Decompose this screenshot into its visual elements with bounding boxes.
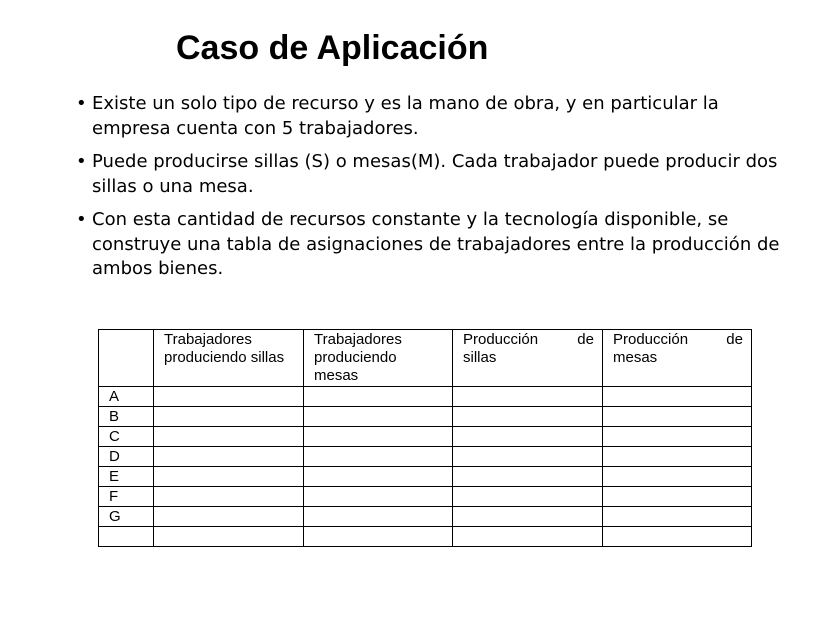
table-header-cell: Trabajadores produciendo sillas <box>154 330 304 387</box>
table-header-cell: Trabajadores produciendo mesas <box>304 330 453 387</box>
table-header-cell <box>99 330 154 387</box>
table-header-cell: Producción de sillas <box>453 330 603 387</box>
table-cell <box>603 447 752 467</box>
table-row <box>99 427 752 447</box>
table-cell <box>304 487 453 507</box>
row-label: D <box>99 447 154 467</box>
bullet-text: Puede producirse sillas (S) o mesas(M). Cada trabajador puede producir dos sillas o una mesa. <box>92 151 778 197</box>
table-row <box>99 407 752 427</box>
bullet-item <box>76 150 796 199</box>
row-label <box>99 527 154 547</box>
table-cell <box>603 387 752 407</box>
bullet-text: Con esta cantidad de recursos constante y la tecnología disponible, se construye una tabla de asignaciones de trabajadores entre la producción de ambos bienes. <box>92 209 780 279</box>
table-cell <box>453 427 603 447</box>
table-cell <box>154 387 304 407</box>
row-label: A <box>99 387 154 407</box>
row-label: C <box>99 427 154 447</box>
row-label: G <box>99 507 154 527</box>
table-row <box>99 487 752 507</box>
table-cell <box>154 527 304 547</box>
bullet-list <box>76 92 796 291</box>
table-cell <box>304 407 453 427</box>
table-cell <box>154 447 304 467</box>
bullet-item <box>76 208 796 282</box>
table-cell <box>603 427 752 447</box>
slide-title: Caso de Aplicación <box>176 29 489 67</box>
table-cell <box>603 507 752 527</box>
bullet-item <box>76 92 796 141</box>
row-label: F <box>99 487 154 507</box>
table-cell <box>304 447 453 467</box>
bullet-text: Existe un solo tipo de recurso y es la mano de obra, y en particular la empresa cuenta con 5 trabajadores. <box>92 93 719 139</box>
table-cell <box>603 487 752 507</box>
table-cell <box>154 407 304 427</box>
table-cell <box>603 407 752 427</box>
table-row <box>99 527 752 547</box>
bullet-symbol: • <box>76 151 87 172</box>
table-cell <box>304 527 453 547</box>
allocation-table <box>98 329 752 547</box>
table-header-row <box>99 330 752 387</box>
row-label: E <box>99 467 154 487</box>
table-cell <box>154 507 304 527</box>
table-cell <box>304 387 453 407</box>
row-label: B <box>99 407 154 427</box>
table-cell <box>453 407 603 427</box>
table-row <box>99 467 752 487</box>
table-cell <box>603 527 752 547</box>
bullet-symbol: • <box>76 93 87 114</box>
table-cell <box>453 507 603 527</box>
table-cell <box>453 447 603 467</box>
bullet-symbol: • <box>76 209 87 230</box>
table-cell <box>453 527 603 547</box>
table-cell <box>453 487 603 507</box>
table-cell <box>453 467 603 487</box>
table-cell <box>154 427 304 447</box>
table-header-cell: Producción de mesas <box>603 330 752 387</box>
table-cell <box>304 467 453 487</box>
table-cell <box>154 467 304 487</box>
table-cell <box>304 427 453 447</box>
table-row <box>99 447 752 467</box>
table-row <box>99 507 752 527</box>
table-cell <box>304 507 453 527</box>
table-cell <box>453 387 603 407</box>
table-cell <box>154 487 304 507</box>
table-row <box>99 387 752 407</box>
table-cell <box>603 467 752 487</box>
